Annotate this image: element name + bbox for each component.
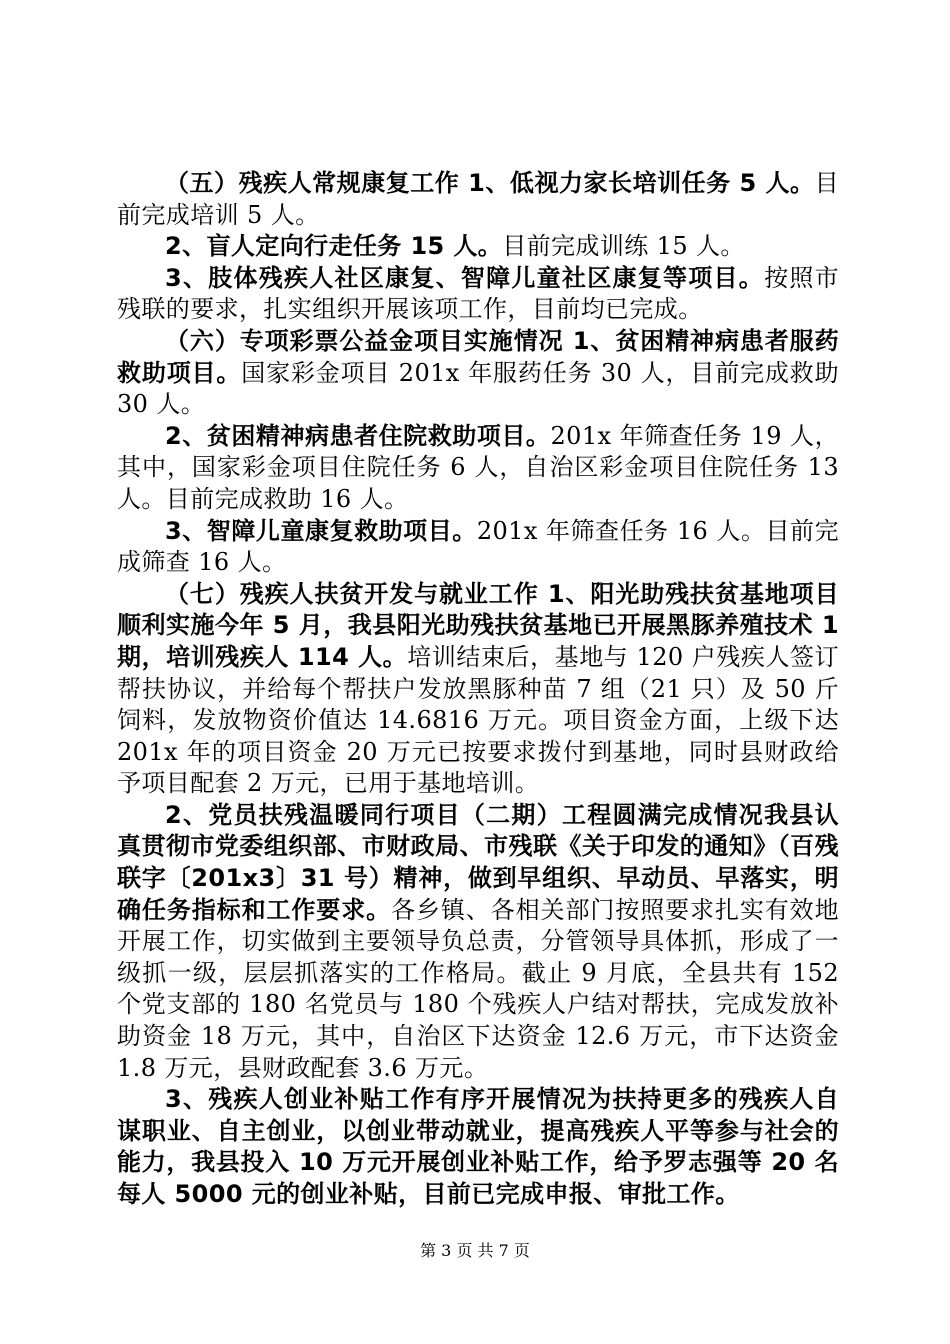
paragraph-7-3 [117, 1084, 839, 1210]
paragraph-6-1 [117, 326, 839, 421]
paragraph-5-2 [117, 231, 839, 263]
paragraph-text: 目前完成培训 5 人。 [117, 169, 839, 229]
paragraph-heading: 3、残疾人创业补贴工作有序开展情况为扶持更多的残疾人自谋职业、自主创业，以创业带动就业，提高残疾人平等参与社会的能力，我县投入 10 万元开展创业补贴工作，给予罗志强等 20 名每人 5000 元的创业补贴，目前已完成申报、审批工作。 [117, 1085, 839, 1208]
paragraph-heading: （七）残疾人扶贫开发与就业工作 1、阳光助残扶贫基地项目顺利实施今年 5 月，我县阳光助残扶贫基地已开展黑豚养殖技术 1 期，培训残疾人 114 人。 [117, 579, 839, 671]
paragraph-6-2 [117, 421, 839, 516]
paragraph-heading: 3、肢体残疾人社区康复、智障儿童社区康复等项目。 [165, 263, 765, 292]
document-body [117, 168, 839, 1211]
paragraph-text: 各乡镇、各相关部门按照要求扎实有效地开展工作，切实做到主要领导负总责，分管领导具体抓，形成了一级抓一级，层层抓落实的工作格局。截止 9 月底，全县共有 152 个党支部的 180 名党员与 180 个残疾人户结对帮扶，完成发放补助资金 18 万元，其中，自治区下达资金 12.6 万元，市下达资金 1.8 万元，县财政配套 3.6 万元。 [117, 895, 839, 1082]
paragraph-5-1 [117, 168, 839, 231]
paragraph-heading: 3、智障儿童康复救助项目。 [165, 516, 477, 545]
paragraph-heading: 2、盲人定向行走任务 15 人。 [165, 232, 503, 261]
paragraph-7-2 [117, 800, 839, 1084]
paragraph-5-3 [117, 263, 839, 326]
page-footer: 第 3 页 共 7 页 [420, 1241, 530, 1260]
paragraph-heading: （五）残疾人常规康复工作 1、低视力家长培训任务 5 人。 [165, 169, 815, 197]
paragraph-text: 国家彩金项目 201x 年服药任务 30 人，目前完成救助 30 人。 [117, 358, 840, 419]
paragraph-text: 201x 年筛查任务 19 人，其中，国家彩金项目住院任务 6 人，自治区彩金项目住院任务 13 人。目前完成救助 16 人。 [117, 421, 839, 513]
paragraph-heading: 2、党员扶残温暖同行项目（二期）工程圆满完成情况我县认真贯彻市党委组织部、市财政局、市残联《关于印发的通知》（百残联字〔201x3〕31 号）精神，做到早组织、早动员、早落实，明确任务指标和工作要求。 [117, 800, 839, 924]
paragraph-text: 按照市残联的要求，扎实组织开展该项工作，目前均已完成。 [117, 263, 839, 324]
paragraph-7-1 [117, 579, 839, 800]
paragraph-text: 201x 年筛查任务 16 人。目前完成筛查 16 人。 [117, 516, 839, 577]
paragraph-heading: （六）专项彩票公益金项目实施情况 1、贫困精神病患者服药救助项目。 [117, 326, 839, 387]
paragraph-6-3 [117, 516, 839, 579]
paragraph-text: 培训结束后，基地与 120 户残疾人签订帮扶协议，并给每个帮扶户发放黑豚种苗 7 组（21 只）及 50 斤饲料，发放物资价值达 14.6816 万元。项目资金方面，上级下达 201x 年的项目资金 20 万元已按要求拨付到基地，同时县财政给予项目配套 2 万元，已用于基地培训。 [117, 642, 839, 798]
paragraph-text: 目前完成训练 15 人。 [502, 232, 745, 261]
paragraph-heading: 2、贫困精神病患者住院救助项目。 [165, 421, 551, 450]
